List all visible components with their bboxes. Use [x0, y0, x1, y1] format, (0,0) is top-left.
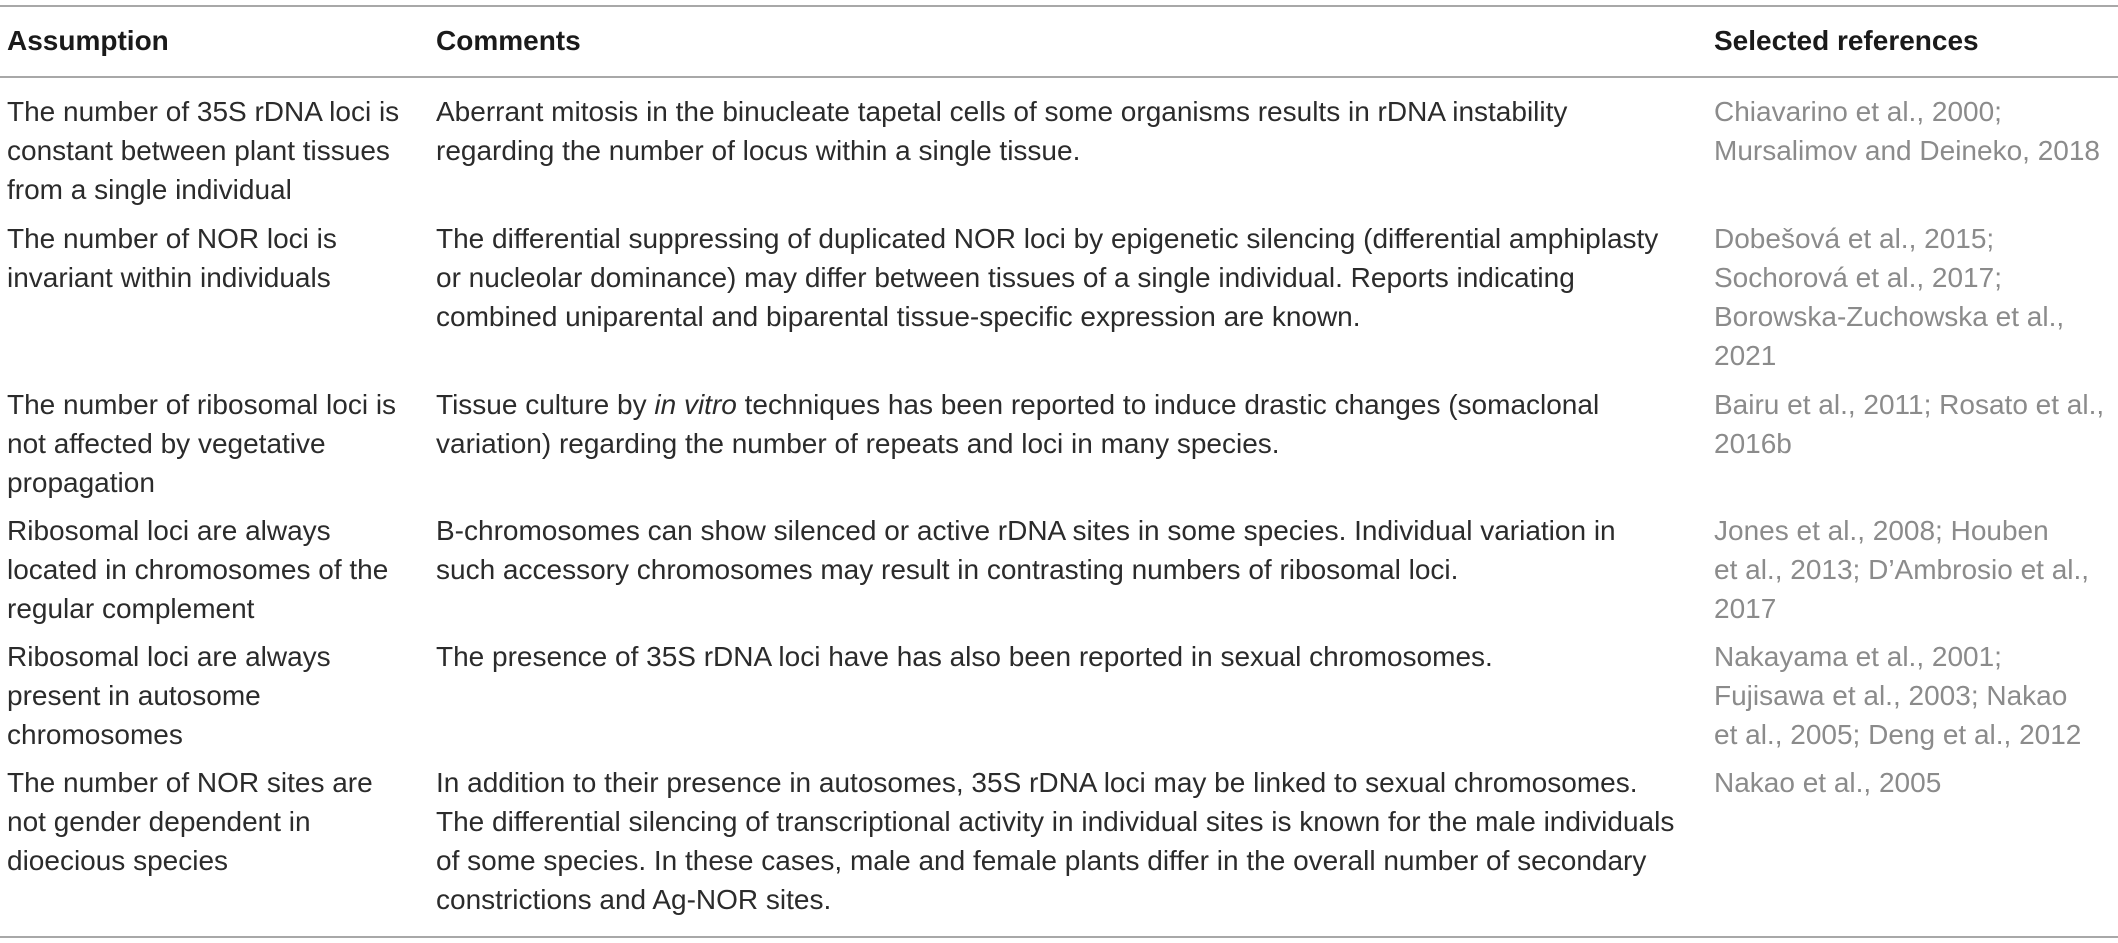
- text-segment: combined uniparental and biparental tissue-specific expression are known.: [436, 301, 1361, 332]
- header-comments: Comments: [436, 25, 581, 56]
- text-segment: such accessory chromosomes may result in contrasting numbers of ribosomal loci.: [436, 554, 1459, 585]
- text-segment: of some species. In these cases, male and female plants differ in the overall number of secondary: [436, 845, 1647, 876]
- cell-line: et al., 2013; D’Ambrosio et al.,: [1714, 554, 2090, 585]
- text-segment: Aberrant mitosis in the binucleate tapetal cells of some organisms results in rDNA instability: [436, 96, 1568, 127]
- cell-line: [436, 841, 1696, 880]
- assumption-cell: [7, 92, 417, 209]
- cell-line: [436, 297, 1696, 336]
- comments-cell: [436, 763, 1696, 919]
- cell-line: dioecious species: [7, 845, 229, 876]
- text-segment: variation) regarding the number of repeats and loci in many species.: [436, 428, 1280, 459]
- cell-line: chromosomes: [7, 719, 183, 750]
- cell-line: not affected by vegetative: [7, 428, 326, 459]
- text-segment: The differential silencing of transcriptional activity in individual sites is known for the male individuals: [436, 806, 1675, 837]
- references-cell: [1714, 637, 2114, 754]
- cell-line: located in chromosomes of the: [7, 554, 389, 585]
- cell-line: [436, 511, 1696, 550]
- cell-line: 2016b: [1714, 428, 1792, 459]
- assumption-cell: [7, 637, 417, 754]
- header-rule: [0, 76, 2118, 78]
- cell-line: [436, 219, 1696, 258]
- header-assumption: Assumption: [7, 25, 169, 56]
- cell-line: propagation: [7, 467, 155, 498]
- cell-line: [436, 880, 1696, 919]
- comments-cell: [436, 219, 1696, 336]
- references-cell: [1714, 385, 2114, 463]
- assumption-cell: [7, 763, 417, 880]
- assumption-cell: [7, 385, 417, 502]
- references-cell: [1714, 511, 2114, 628]
- text-segment: or nucleolar dominance) may differ between tissues of a single individual. Reports indicating: [436, 262, 1575, 293]
- cell-line: [436, 550, 1696, 589]
- cell-line: Ribosomal loci are always: [7, 641, 331, 672]
- cell-line: [436, 92, 1696, 131]
- text-segment: techniques has been reported to induce drastic changes (somaclonal: [736, 389, 1600, 420]
- cell-line: [436, 131, 1696, 170]
- cell-line: not gender dependent in: [7, 806, 311, 837]
- cell-line: Nakao et al., 2005: [1714, 767, 1942, 798]
- cell-line: et al., 2005; Deng et al., 2012: [1714, 719, 2082, 750]
- cell-line: [436, 637, 1696, 676]
- cell-line: Chiavarino et al., 2000;: [1714, 96, 2002, 127]
- cell-line: [436, 763, 1696, 802]
- cell-line: The number of NOR sites are: [7, 767, 373, 798]
- text-segment: regarding the number of locus within a single tissue.: [436, 135, 1081, 166]
- references-cell: [1714, 92, 2114, 170]
- text-segment: The presence of 35S rDNA loci have has also been reported in sexual chromosomes.: [436, 641, 1493, 672]
- text-segment: The differential suppressing of duplicated NOR loci by epigenetic silencing (differential amphiplasty: [436, 223, 1659, 254]
- comments-cell: [436, 637, 1696, 676]
- header-selected-references: Selected references: [1714, 25, 1979, 56]
- cell-line: Fujisawa et al., 2003; Nakao: [1714, 680, 2068, 711]
- cell-line: constant between plant tissues: [7, 135, 390, 166]
- cell-line: 2021: [1714, 340, 1777, 371]
- cell-line: Mursalimov and Deineko, 2018: [1714, 135, 2100, 166]
- table-top-rule: [0, 5, 2118, 7]
- cell-line: 2017: [1714, 593, 1777, 624]
- cell-line: invariant within individuals: [7, 262, 331, 293]
- cell-line: Dobešová et al., 2015;: [1714, 223, 1995, 254]
- text-segment: B-chromosomes can show silenced or active rDNA sites in some species. Individual variation in: [436, 515, 1616, 546]
- comments-cell: [436, 511, 1696, 589]
- cell-line: Ribosomal loci are always: [7, 515, 331, 546]
- cell-line: Sochorová et al., 2017;: [1714, 262, 2002, 293]
- comments-cell: [436, 385, 1696, 463]
- comments-cell: [436, 92, 1696, 170]
- cell-line: regular complement: [7, 593, 255, 624]
- cell-line: Nakayama et al., 2001;: [1714, 641, 2002, 672]
- cell-line: The number of NOR loci is: [7, 223, 337, 254]
- cell-line: Jones et al., 2008; Houben: [1714, 515, 2049, 546]
- assumption-cell: [7, 219, 417, 297]
- cell-line: The number of ribosomal loci is: [7, 389, 397, 420]
- cell-line: The number of 35S rDNA loci is: [7, 96, 400, 127]
- assumption-cell: [7, 511, 417, 628]
- references-cell: [1714, 763, 2114, 802]
- cell-line: Borowska-Zuchowska et al.,: [1714, 301, 2065, 332]
- cell-line: [436, 424, 1696, 463]
- references-cell: [1714, 219, 2114, 375]
- cell-line: [436, 258, 1696, 297]
- table-bottom-rule: [0, 936, 2118, 938]
- cell-line: [436, 802, 1696, 841]
- cell-line: [436, 385, 1696, 424]
- text-segment: constrictions and Ag-NOR sites.: [436, 884, 832, 915]
- text-segment: In addition to their presence in autosomes, 35S rDNA loci may be linked to sexual chromosomes.: [436, 767, 1638, 798]
- cell-line: Bairu et al., 2011; Rosato et al.,: [1714, 389, 2105, 420]
- cell-line: from a single individual: [7, 174, 292, 205]
- italic-term: in vitro: [654, 389, 737, 420]
- text-segment: Tissue culture by: [436, 389, 655, 420]
- cell-line: present in autosome: [7, 680, 261, 711]
